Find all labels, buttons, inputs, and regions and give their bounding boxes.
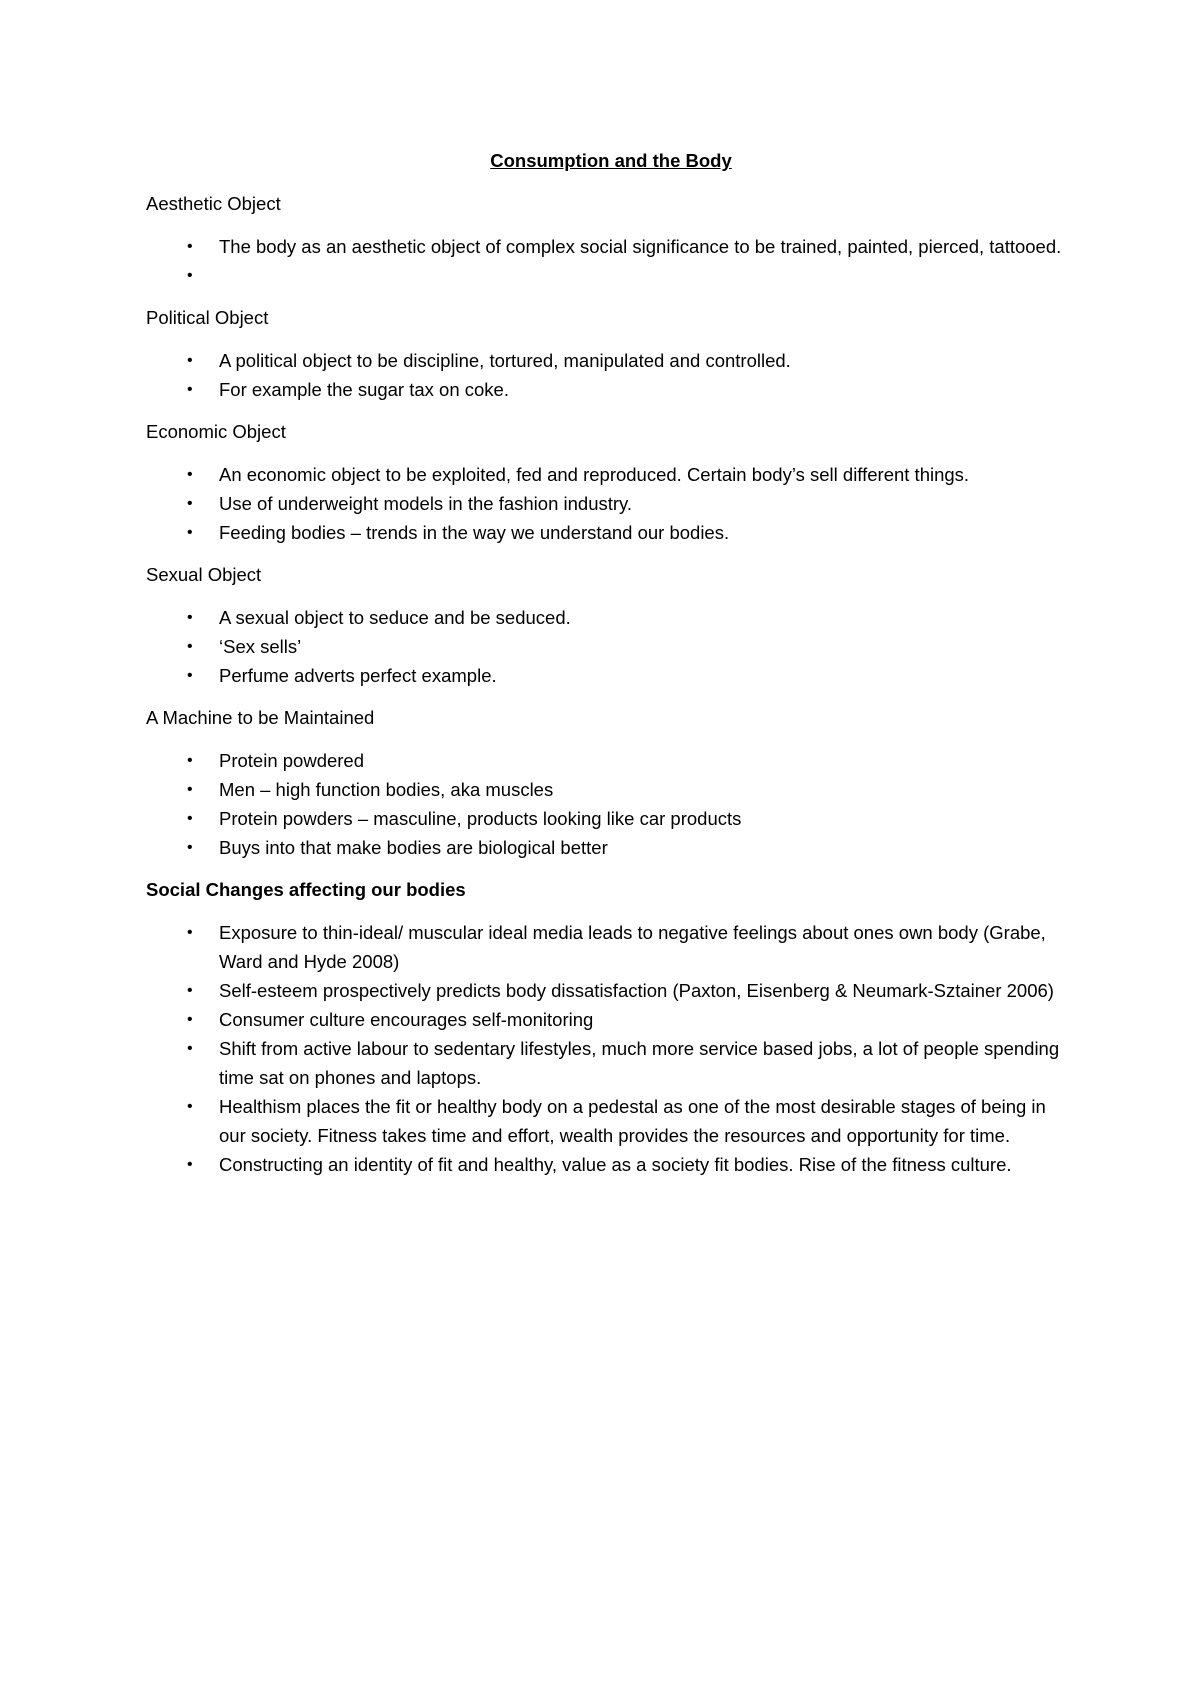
list-item-text: ‘Sex sells’	[219, 636, 302, 657]
list-item-text: Shift from active labour to sedentary lifestyles, much more service based jobs, a lot of people spending time sat on phones and laptops.	[219, 1038, 1060, 1088]
list-item-text: Protein powders – masculine, products looking like car products	[219, 808, 742, 829]
list-item-text: Buys into that make bodies are biological better	[219, 837, 608, 858]
list-item	[146, 1150, 1076, 1179]
bullet-icon: •	[187, 1011, 193, 1028]
section-machine-to-be-maintained	[146, 703, 1076, 862]
list-item	[146, 346, 1076, 375]
bullet-icon: •	[187, 1040, 193, 1057]
bullet-icon: •	[187, 1156, 193, 1173]
list-item-text: Consumer culture encourages self-monitoring	[219, 1009, 594, 1030]
list-item	[146, 603, 1076, 632]
section-heading: Political Object	[146, 307, 269, 328]
list-item-text: A sexual object to seduce and be seduced.	[219, 607, 571, 628]
bullet-list	[146, 746, 1076, 862]
bullet-icon: •	[187, 238, 193, 255]
list-item	[146, 489, 1076, 518]
list-item	[146, 976, 1076, 1005]
bullet-list	[146, 918, 1076, 1179]
list-item	[146, 746, 1076, 775]
section-aesthetic-object	[146, 189, 1076, 290]
list-item	[146, 1034, 1076, 1092]
list-item	[146, 1092, 1076, 1150]
bullet-icon: •	[187, 352, 193, 369]
document-title: Consumption and the Body	[490, 150, 732, 171]
bullet-list	[146, 346, 1076, 404]
list-item	[146, 460, 1076, 489]
list-item	[146, 833, 1076, 862]
bullet-icon: •	[187, 638, 193, 655]
list-item-text: Feeding bodies – trends in the way we understand our bodies.	[219, 522, 730, 543]
section-heading: Sexual Object	[146, 564, 262, 585]
list-item	[146, 804, 1076, 833]
bullet-icon: •	[187, 924, 193, 941]
bullet-icon: •	[187, 810, 193, 827]
bullet-icon: •	[187, 495, 193, 512]
bullet-icon: •	[187, 752, 193, 769]
bullet-list	[146, 603, 1076, 690]
bullet-list	[146, 232, 1076, 290]
bullet-icon: •	[187, 267, 193, 284]
list-item	[146, 775, 1076, 804]
list-item-text: Protein powdered	[219, 750, 365, 771]
bullet-icon: •	[187, 839, 193, 856]
bullet-icon: •	[187, 982, 193, 999]
list-item-text: Use of underweight models in the fashion industry.	[219, 493, 633, 514]
list-item-text: Men – high function bodies, aka muscles	[219, 779, 554, 800]
bullet-icon: •	[187, 524, 193, 541]
bullet-icon: •	[187, 667, 193, 684]
list-item-text: Exposure to thin-ideal/ muscular ideal media leads to negative feelings about ones own body (Grabe, Ward and Hyde 2008)	[219, 922, 1046, 972]
list-item	[146, 1005, 1076, 1034]
list-item-text: For example the sugar tax on coke.	[219, 379, 509, 400]
list-item	[146, 375, 1076, 404]
list-item-text: The body as an aesthetic object of complex social significance to be trained, painted, pierced, tattooed.	[219, 236, 1062, 257]
bullet-icon: •	[187, 381, 193, 398]
bullet-icon: •	[187, 1098, 193, 1115]
section-heading: Economic Object	[146, 421, 286, 442]
list-item	[146, 518, 1076, 547]
list-item	[146, 632, 1076, 661]
list-item-text: Self-esteem prospectively predicts body dissatisfaction (Paxton, Eisenberg & Neumark-Sztainer 2006)	[219, 980, 1054, 1001]
list-item-text: A political object to be discipline, tortured, manipulated and controlled.	[219, 350, 791, 371]
list-item-text: Perfume adverts perfect example.	[219, 665, 497, 686]
section-economic-object	[146, 417, 1076, 547]
section-sexual-object	[146, 560, 1076, 690]
list-item	[146, 918, 1076, 976]
section-social-changes	[146, 875, 1076, 1179]
section-heading: Social Changes affecting our bodies	[146, 879, 466, 900]
list-item-text: Constructing an identity of fit and healthy, value as a society fit bodies. Rise of the fitness culture.	[219, 1154, 1012, 1175]
list-item-text: Healthism places the fit or healthy body on a pedestal as one of the most desirable stages of being in our society. Fitness takes time and effort, wealth provides the resources and opportunity for time.	[219, 1096, 1046, 1146]
list-item	[146, 661, 1076, 690]
bullet-icon: •	[187, 609, 193, 626]
section-heading: A Machine to be Maintained	[146, 707, 375, 728]
list-item	[146, 261, 1076, 290]
section-political-object	[146, 303, 1076, 404]
section-heading: Aesthetic Object	[146, 193, 281, 214]
list-item-text: An economic object to be exploited, fed and reproduced. Certain body’s sell different things.	[219, 464, 970, 485]
list-item	[146, 232, 1076, 261]
bullet-icon: •	[187, 781, 193, 798]
bullet-list	[146, 460, 1076, 547]
document-content	[146, 146, 1076, 1192]
bullet-icon: •	[187, 466, 193, 483]
